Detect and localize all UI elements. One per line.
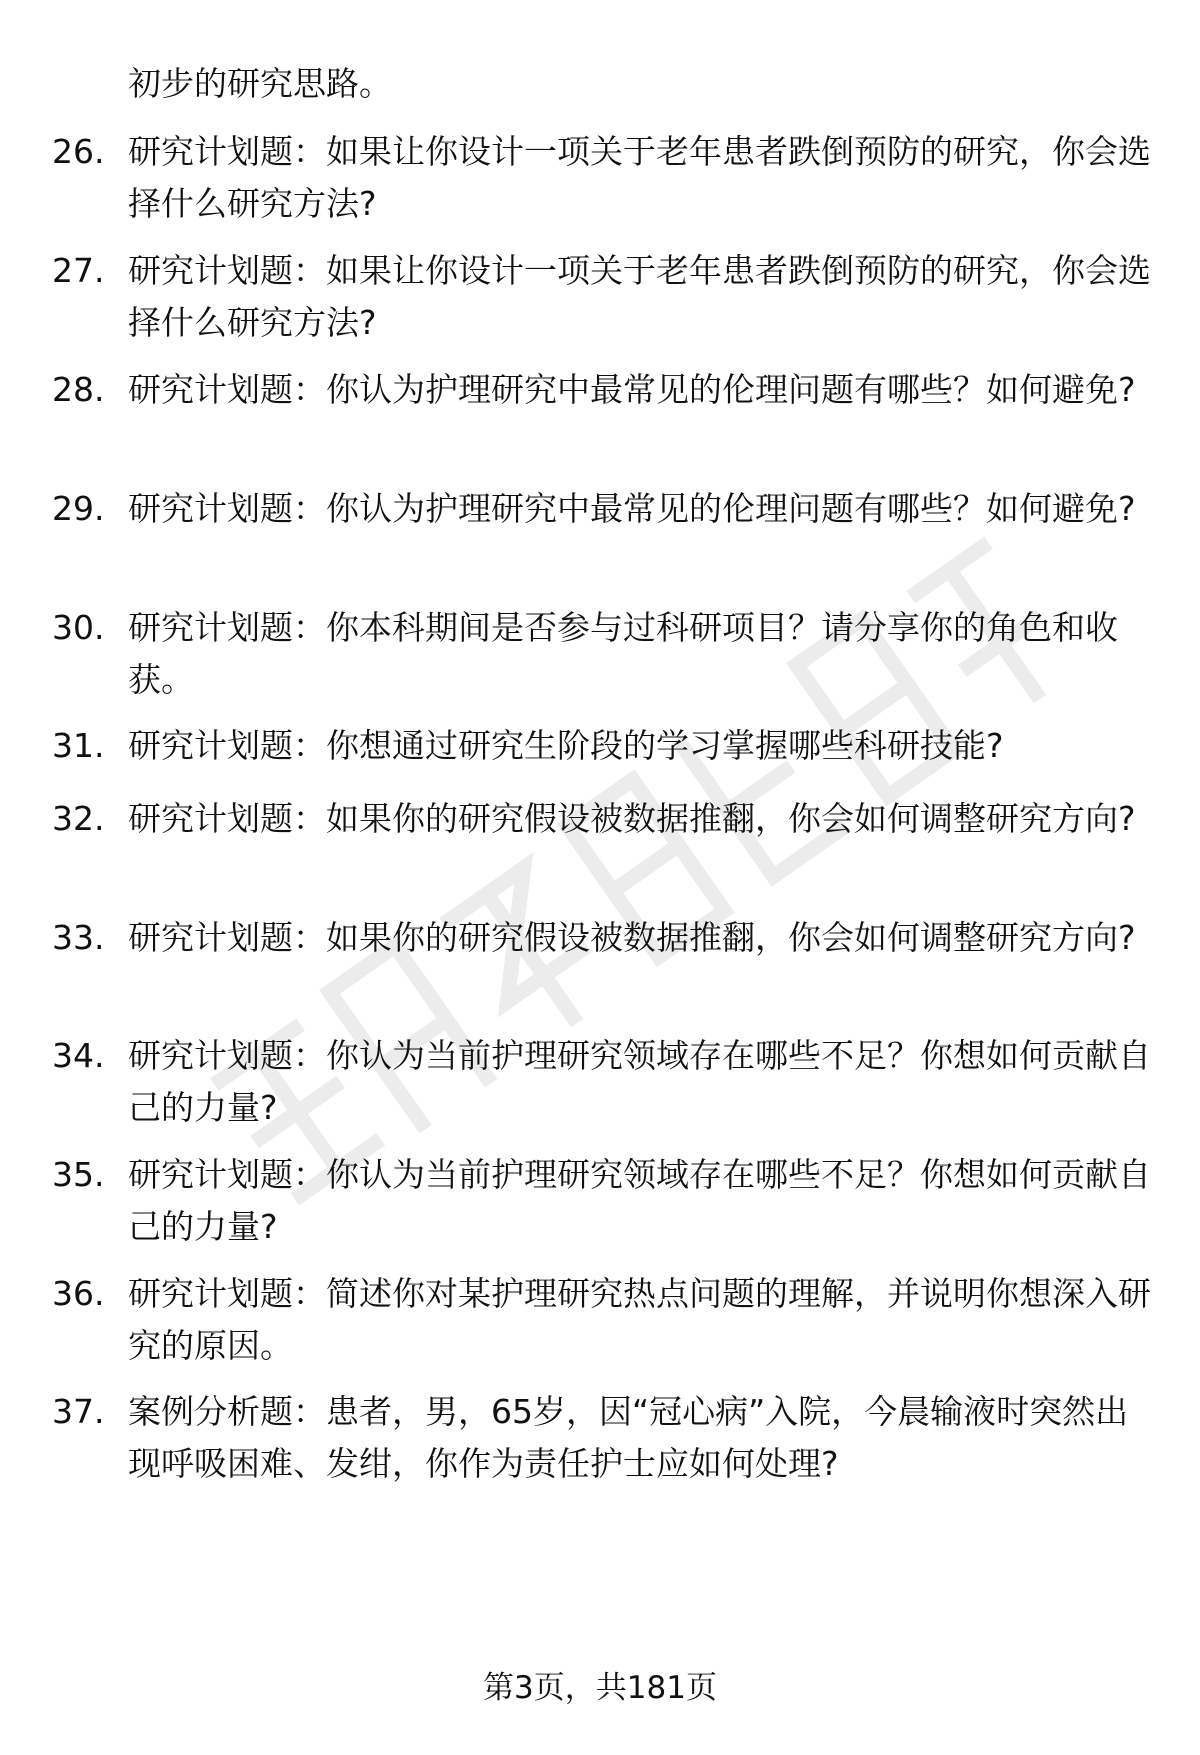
item-number: 26. [52, 132, 105, 171]
list-item [52, 1030, 1162, 1134]
list-item [52, 793, 1162, 845]
item-text: 研究计划题：你认为护理研究中最常见的伦理问题有哪些？如何避免? [128, 370, 1136, 409]
item-number: 34. [52, 1036, 105, 1075]
list-item [52, 720, 1162, 772]
continuation-text: 初步的研究思路。 [128, 64, 392, 103]
list-item [52, 1149, 1162, 1253]
item-number: 31. [52, 726, 105, 765]
item-text: 研究计划题：如果让你设计一项关于老年患者跌倒预防的研究，你会选择什么研究方法? [128, 251, 1151, 342]
item-text: 研究计划题：你认为当前护理研究领域存在哪些不足？你想如何贡献自己的力量? [128, 1155, 1151, 1246]
item-text: 研究计划题：你认为护理研究中最常见的伦理问题有哪些？如何避免? [128, 489, 1136, 528]
item-number: 27. [52, 251, 105, 290]
page-footer: 第3页，共181页 [483, 1670, 717, 1706]
item-number: 35. [52, 1155, 105, 1194]
list-item [52, 126, 1162, 230]
item-number: 33. [52, 918, 105, 957]
list-item [52, 1386, 1162, 1490]
item-text: 研究计划题：如果你的研究假设被数据推翻，你会如何调整研究方向? [128, 799, 1136, 838]
item-number: 37. [52, 1392, 105, 1431]
item-text: 研究计划题：你本科期间是否参与过科研项目？请分享你的角色和收获。 [128, 608, 1118, 699]
list-item [52, 245, 1162, 349]
item-text: 案例分析题：患者，男，65岁，因“冠心病”入院，今晨输液时突然出现呼吸困难、发绀，你作为责任护士应如何处理? [128, 1392, 1129, 1483]
list-item [52, 602, 1162, 706]
list-item [52, 364, 1162, 416]
item-text: 研究计划题：如果你的研究假设被数据推翻，你会如何调整研究方向? [128, 918, 1136, 957]
item-text: 研究计划题：你认为当前护理研究领域存在哪些不足？你想如何贡献自己的力量? [128, 1036, 1151, 1127]
item-text: 研究计划题：你想通过研究生阶段的学习掌握哪些科研技能? [128, 726, 1004, 765]
list-item [52, 483, 1162, 535]
item-number: 32. [52, 799, 105, 838]
list-item [52, 1268, 1162, 1372]
item-text: 研究计划题：如果让你设计一项关于老年患者跌倒预防的研究，你会选择什么研究方法? [128, 132, 1151, 223]
item-number: 28. [52, 370, 105, 409]
list-item [52, 912, 1162, 964]
item-number: 30. [52, 608, 105, 647]
item-text: 研究计划题：简述你对某护理研究热点问题的理解，并说明你想深入研究的原因。 [128, 1274, 1151, 1365]
item-number: 36. [52, 1274, 105, 1313]
item-number: 29. [52, 489, 105, 528]
